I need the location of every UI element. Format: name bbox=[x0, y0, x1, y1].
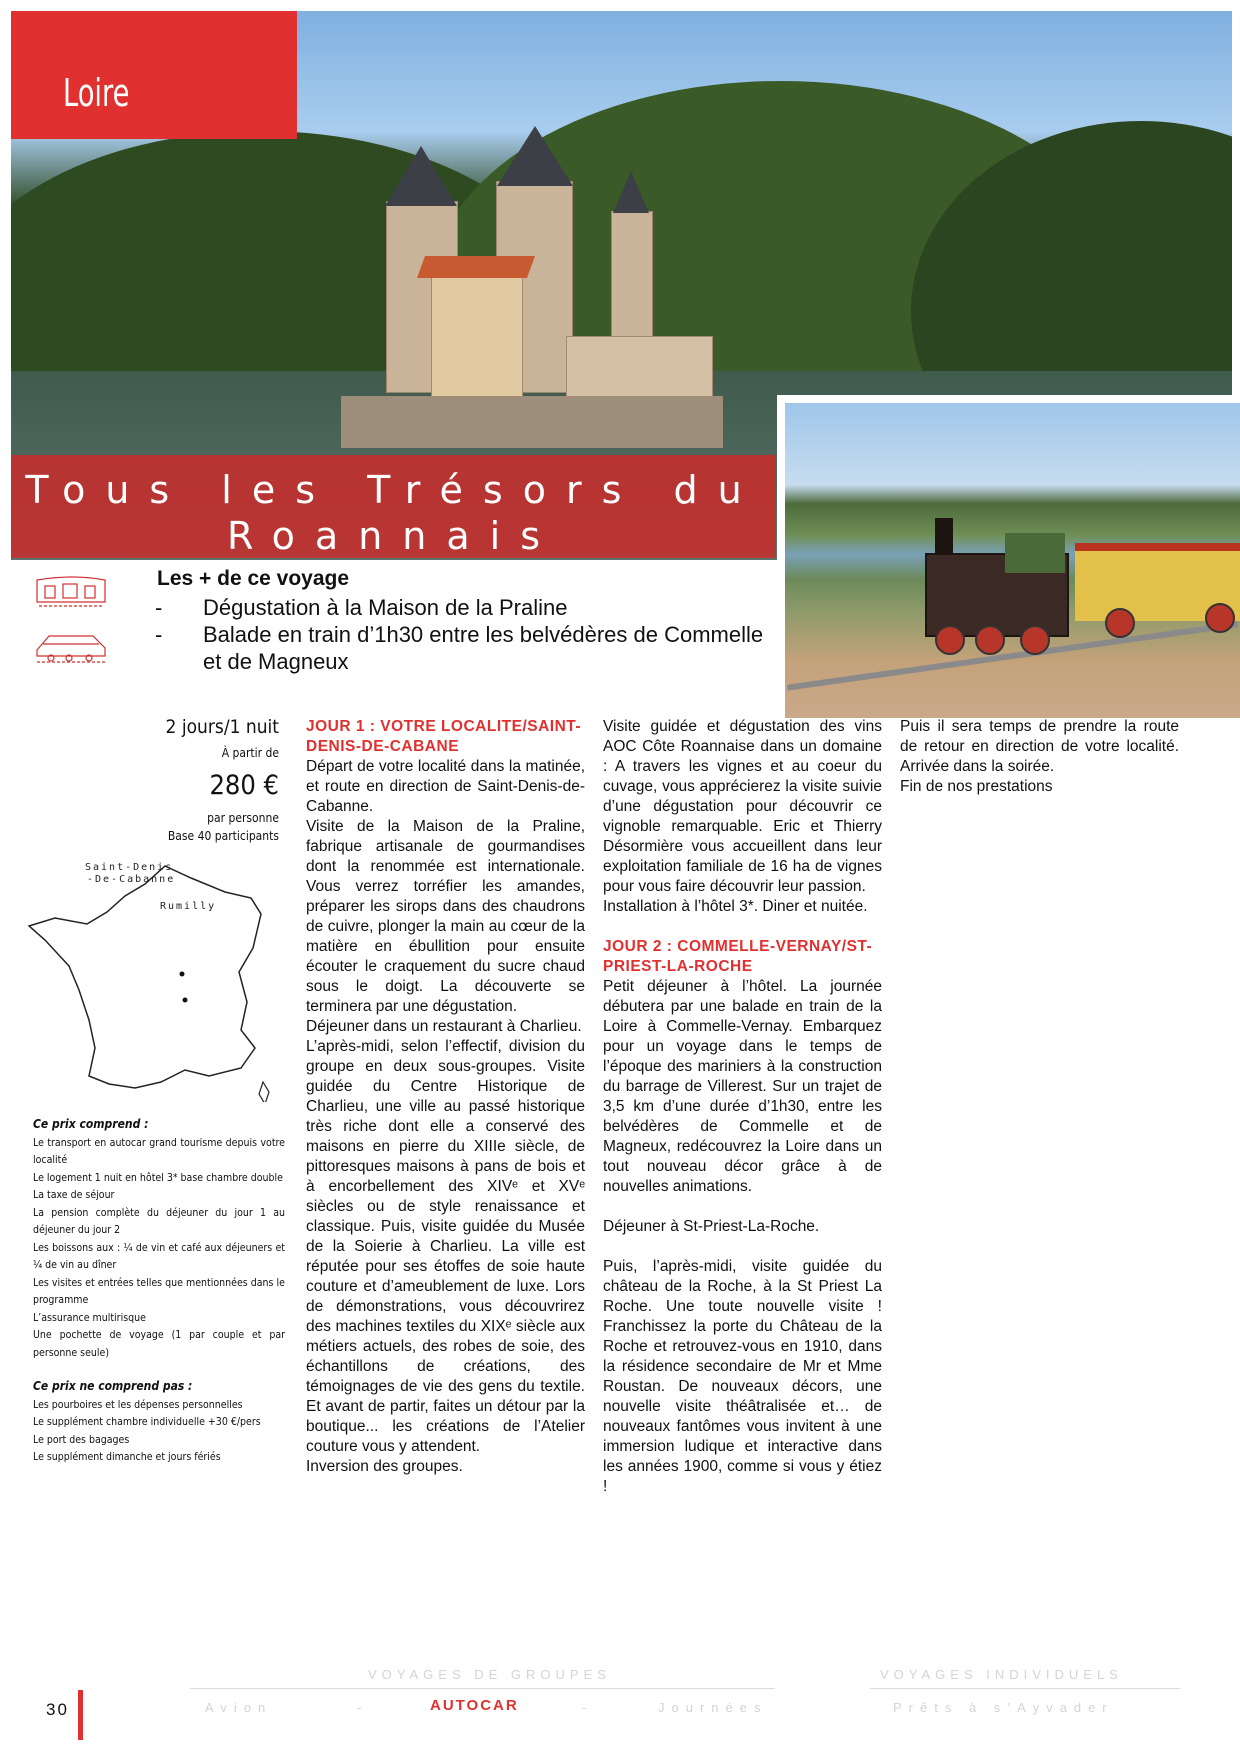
final-column bbox=[900, 717, 1179, 797]
included-item: Le logement 1 nuit en hôtel 3* base chambre double bbox=[33, 1171, 283, 1184]
day1-paragraph: Installation à l’hôtel 3*. Diner et nuitée. bbox=[603, 898, 868, 915]
per-person-label: par personne bbox=[207, 811, 279, 825]
france-map bbox=[25, 862, 275, 1102]
map-label: Saint-Denis bbox=[85, 862, 174, 873]
day1-heading: JOUR 1 : VOTRE LOCALITE/SAINT-DENIS-DE-CABANE bbox=[306, 718, 582, 755]
region-label: Loire bbox=[63, 71, 130, 115]
excluded-item: Le supplément dimanche et jours fériés bbox=[33, 1451, 221, 1463]
day2-heading: JOUR 2 : COMMELLE-VERNAY/ST-PRIEST-LA-ROCHE bbox=[603, 938, 873, 975]
duration: 2 jours/1 nuit bbox=[165, 716, 279, 738]
footer-divider bbox=[190, 1688, 775, 1689]
footer-separator: - bbox=[582, 1700, 594, 1715]
footer-separator: - bbox=[357, 1700, 369, 1715]
page-number: 30 bbox=[46, 1700, 69, 1719]
included-heading: Ce prix comprend : bbox=[33, 1117, 149, 1131]
price-box bbox=[166, 716, 279, 843]
included-item: La taxe de séjour bbox=[33, 1189, 115, 1201]
highlights-list bbox=[155, 594, 783, 675]
footer-link-prets[interactable]: Prêts à s’Ayvader bbox=[893, 1700, 1114, 1715]
trip-title: Tous les Trésors du Roannais bbox=[25, 468, 762, 558]
included-item: L’assurance multirisque bbox=[33, 1311, 146, 1324]
region-label-box bbox=[11, 11, 297, 139]
highlight-item: - Balade en train d’1h30 entre les belvédères de Commelle et de Magneux bbox=[155, 622, 764, 674]
excluded-heading: Ce prix ne comprend pas : bbox=[33, 1379, 193, 1393]
title-band bbox=[11, 455, 776, 558]
page-bar bbox=[78, 1690, 83, 1740]
included-item: Une pochette de voyage (1 par couple et par personne seule) bbox=[33, 1329, 285, 1359]
price-from-label: À partir de bbox=[221, 746, 279, 760]
included-item: La pension complète du déjeuner du jour 1 au déjeuner du jour 2 bbox=[33, 1206, 285, 1236]
excluded-item: Les pourboires et les dépenses personnelles bbox=[33, 1398, 243, 1411]
closing-text: Fin de nos prestations bbox=[900, 778, 1053, 795]
excluded-item: Le port des bagages bbox=[33, 1433, 130, 1446]
day1-paragraph: Visite guidée et dégustation des vins AOC Côte Roannaise dans un domaine : A travers les vignes et au coeur du cuvage, vous apprécierez la visite suivie d’une dégustation pour découvrir ce vignoble remarquable. Eric et Thierry Désormière vous accueillent dans leur exploitation familiale de 16 ha de vignes pour vous faire découvrir leur passion. bbox=[603, 718, 882, 895]
day1-paragraph: Visite de la Maison de la Praline, fabrique artisanale de gourmandises dont la renommée est internationale. Vous verrez torréfier les amandes, préparer les sirops dans des chaudrons de cuivre, plonger la main au cœur de la matière en ébullition pour ensuite écouter le craquement du sucre chaud sous le doigt. La découverte se terminera par une dégustation. bbox=[306, 818, 585, 1015]
footer-link-avion[interactable]: Avion bbox=[205, 1700, 273, 1715]
day1-paragraph: Déjeuner dans un restaurant à Charlieu. bbox=[306, 1018, 582, 1035]
footer-link-journees[interactable]: Journées bbox=[658, 1700, 768, 1715]
map-label: Rumilly bbox=[160, 901, 217, 912]
excluded-item: Le supplément chambre individuelle +30 €/pers bbox=[33, 1416, 261, 1428]
base-participants: Base 40 participants bbox=[167, 829, 279, 843]
day2-paragraph: Puis il sera temps de prendre la route de retour en direction de votre localité. Arrivée dans la soirée. bbox=[900, 718, 1179, 775]
tasting-icon bbox=[33, 572, 111, 610]
day2-column bbox=[603, 717, 882, 1497]
highlight-item: - Dégustation à la Maison de la Praline bbox=[155, 595, 568, 620]
map-label: -De-Cabanne bbox=[87, 874, 176, 885]
price-value: 280 € bbox=[209, 770, 279, 801]
day1-paragraph: Inversion des groupes. bbox=[306, 1458, 463, 1475]
footer-individual-heading: VOYAGES INDIVIDUELS bbox=[880, 1667, 1123, 1682]
included-item: Les boissons aux : ¼ de vin et café aux déjeuners et ¼ de vin au dîner bbox=[33, 1241, 285, 1271]
price-conditions bbox=[33, 1116, 285, 1467]
highlights-heading: Les + de ce voyage bbox=[157, 567, 350, 590]
day1-paragraph: L’après-midi, selon l’effectif, division du groupe en deux sous-groupes. Visite guidée du Centre Historique de Charlieu, une ville au passé historique très riche dont elle a conservé des maisons en pierre du XIIIe siècle, de pittoresques maisons à pans de bois et à encorbellement des XIVᵉ et XVᵉ siècles ou de style renaissance et classique. Puis, visite guidée du Musée de la Soierie à Charlieu. La ville est réputée pour ses étoffes de soie haute couture et d’ameublement de luxe. Lors de démonstrations, vous découvrirez des machines textiles du XIXᵉ siècle aux métiers actuels, des robes de soie, des échantillons de créations, des témoignages de vie des gens du textile. Et avant de partir, faites un détour par la boutique... les créations de l’Atelier couture vous y attendent. bbox=[306, 1038, 585, 1455]
day1-paragraph: Départ de votre localité dans la matinée, et route en direction de Saint-Denis-de-Cabanne. bbox=[306, 758, 585, 815]
train-icon bbox=[33, 626, 111, 664]
day2-paragraph: Déjeuner à St-Priest-La-Roche. bbox=[603, 1218, 820, 1235]
footer-divider bbox=[870, 1688, 1180, 1689]
train-photo bbox=[777, 395, 1240, 718]
footer-link-autocar[interactable]: AUTOCAR bbox=[430, 1697, 519, 1714]
day1-column bbox=[306, 717, 585, 1477]
included-item: Les visites et entrées telles que mentionnées dans le programme bbox=[33, 1276, 285, 1306]
included-item: Le transport en autocar grand tourisme depuis votre localité bbox=[33, 1136, 285, 1166]
day2-paragraph: Petit déjeuner à l’hôtel. La journée débutera par une balade en train de la Loire à Commelle-Vernay. Embarquez pour un voyage dans le temps de l’époque des mariniers à la construction du barrage de Villerest. Sur un trajet de 3,5 km d’une durée d’1h30, entre les belvédères de Commelle et de Magneux, redécouvrez la Loire dans un tout nouveau décor grâce à de nouvelles animations. bbox=[603, 978, 882, 1195]
day2-paragraph: Puis, l’après-midi, visite guidée du château de la Roche, à la St Priest La Roche. Une toute nouvelle visite ! Franchissez la porte du Château de la Roche et retrouvez-vous en 1910, dans la résidence secondaire de Mr et Mme Roustan. De nouveaux décors, une nouvelle visite théâtralisée et… de nouveaux fantômes vous invitent à une immersion ludique et interactive dans les années 1900, comme si vous y étiez ! bbox=[603, 1258, 882, 1495]
footer-groups-heading: VOYAGES DE GROUPES bbox=[368, 1667, 611, 1682]
